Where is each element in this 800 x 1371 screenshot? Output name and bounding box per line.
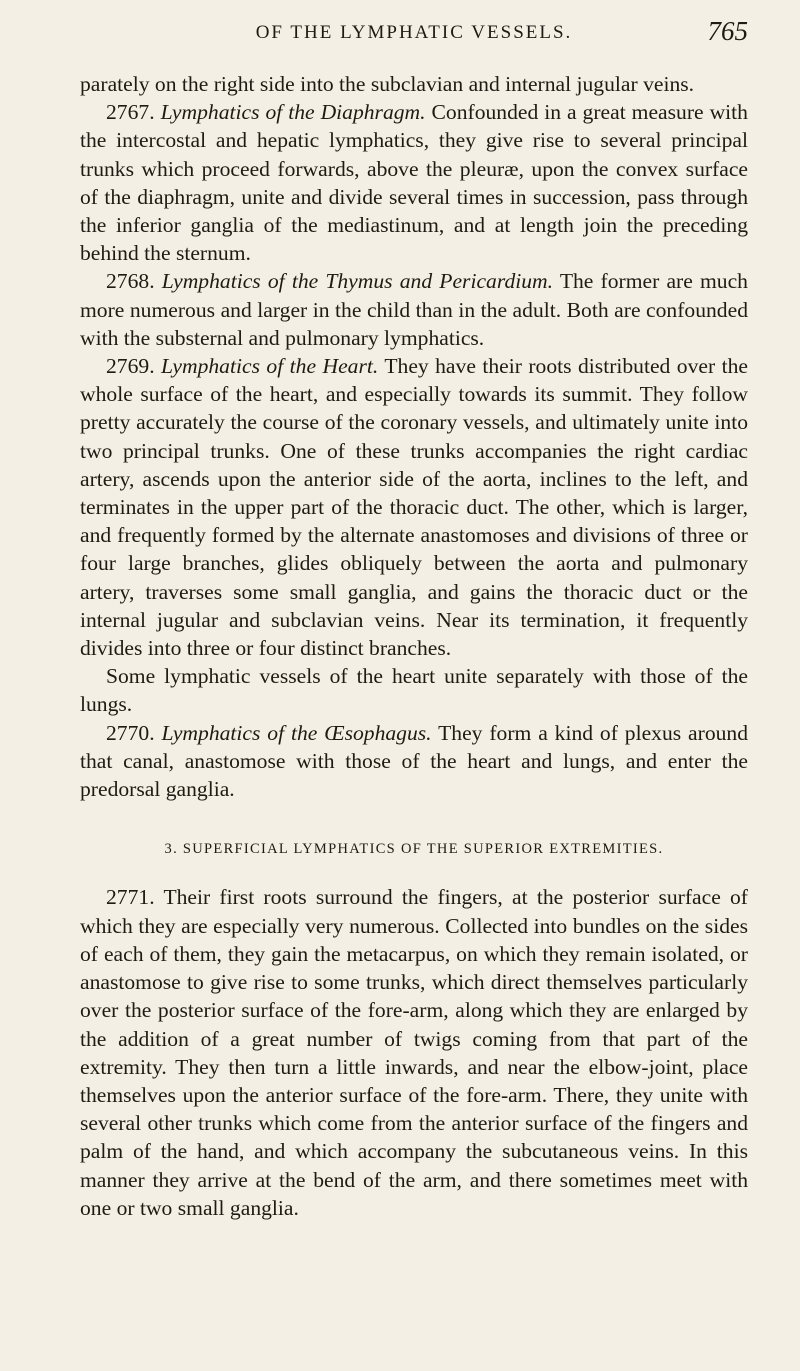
body-text	[80, 70, 748, 1222]
paragraph-text: Their first roots surround the fingers, at the posterior surface of which they are especially very numerous. Collected into bundles on the sides of each of them, they gain the metacarpus, on which they remain isolated, or anastomose to give rise to some trunks, which direct themselves particularly over the posterior surface of the fore-arm, along which they are enlarged by the addition of a great number of twigs coming from that part of the extremity. They then turn a little inwards, and near the elbow-joint, place themselves upon the anterior surface of the fore-arm. There, they unite with several other trunks which come from the anterior surface of the fingers and palm of the hand, and which accompany the subcutaneous veins. In this manner they arrive at the bend of the arm, and there sometimes meet with one or two small ganglia.	[80, 885, 748, 1220]
paragraph-continuation	[80, 70, 748, 98]
paragraph-text: Some lymphatic vessels of the heart unite separately with those of the lungs.	[80, 664, 748, 717]
running-head	[80, 16, 748, 50]
paragraph-number: 2768.	[106, 269, 155, 294]
paragraph-heart-lungs	[80, 662, 748, 718]
paragraph-heading: Lymphatics of the Œsophagus.	[161, 720, 432, 745]
paragraph-text: They form a kind of plexus around that canal, anastomose with those of the heart and lungs, and enter the predorsal ganglia.	[80, 720, 749, 802]
page-number: 765	[707, 16, 748, 46]
running-title: OF THE LYMPHATIC VESSELS.	[255, 22, 573, 43]
paragraph-heading: Lymphatics of the Diaphragm.	[160, 100, 426, 125]
paragraph-text: parately on the right side into the subclavian and internal jugular veins.	[80, 72, 695, 96]
paragraph-2770	[80, 719, 748, 804]
section-heading: 3. SUPERFICIAL LYMPHATICS OF THE SUPERIOR EXTREMITIES.	[164, 841, 664, 858]
paragraph-number: 2767.	[106, 100, 155, 125]
paragraph-number: 2770.	[106, 720, 155, 745]
paragraph-2768	[80, 267, 748, 352]
paragraph-2767	[80, 98, 748, 267]
paragraph-heading: Lymphatics of the Thymus and Pericardium.	[161, 269, 554, 294]
paragraph-2769	[80, 352, 748, 662]
paragraph-text: Confounded in a great measure with the intercostal and hepatic lymphatics, they give rise to several principal trunks which proceed forwards, above the pleuræ, upon the convex surface of the diaphragm, unite and divide several times in succession, pass through the inferior ganglia of the mediastinum, and at length join the preceding behind the sternum.	[80, 100, 748, 266]
paragraph-2771	[80, 883, 748, 1221]
paragraph-heading: Lymphatics of the Heart.	[161, 354, 379, 379]
paragraph-number: 2769.	[106, 354, 155, 379]
paragraph-text: The former are much more numerous and larger in the child than in the adult. Both are confounded with the substernal and pulmonary lymphatics.	[80, 269, 748, 350]
paragraph-text: They have their roots distributed over the whole surface of the heart, and especially towards its summit. They follow pretty accurately the course of the coronary vessels, and ultimately unite into two principal trunks. One of these trunks accompanies the right cardiac artery, ascends upon the anterior side of the aorta, inclines to the left, and terminates in the upper part of the thoracic duct. The other, which is larger, and frequently formed by the alternate anastomoses and divisions of three or four large branches, glides obliquely between the aorta and pulmonary artery, traverses some small ganglia, and gains the thoracic duct or the internal jugular and subclavian veins. Near its termination, it frequently divides into three or four distinct branches.	[80, 354, 748, 661]
paragraph-number: 2771.	[106, 885, 155, 910]
